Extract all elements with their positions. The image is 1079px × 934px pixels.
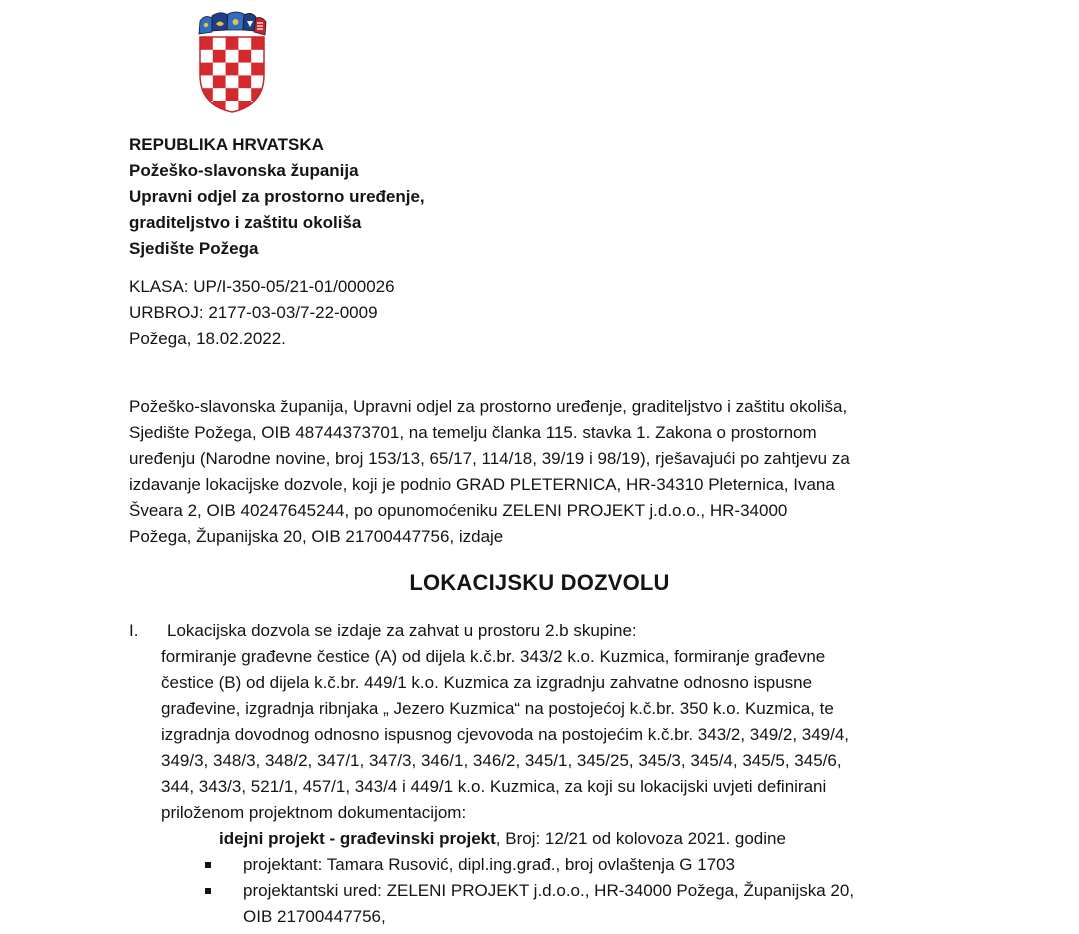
intro-line: Požeško-slavonska županija, Upravni odjel za prostorno uređenje, graditeljstvo i zaštitu okoliša, <box>129 397 848 416</box>
section-line: izgradnja dovodnog odnosno ispusnog cjevovoda na postojećim k.č.br. 343/2, 349/2, 349/4, <box>161 725 850 744</box>
project-bullets <box>205 852 854 930</box>
bullet-continuation <box>205 904 854 930</box>
section-line: 349/3, 348/3, 348/2, 347/1, 347/3, 346/1, 346/2, 345/1, 345/25, 345/3, 345/4, 345/5, 345/6, <box>161 751 842 770</box>
project-details: , Broj: 12/21 od kolovoza 2021. godine <box>495 829 786 848</box>
intro-line: Sjedište Požega, OIB 48744373701, na temelju članka 115. stavka 1. Zakona o prostornom <box>129 423 817 442</box>
document-title: LOKACIJSKU DOZVOLU <box>409 570 670 595</box>
croatian-coat-of-arms-icon <box>196 11 268 113</box>
reference-block <box>129 274 395 352</box>
section-line: građevine, izgradnja ribnjaka „ Jezero Kuzmica“ na postojećoj k.č.br. 350 k.o. Kuzmica, te <box>161 699 834 718</box>
header-line: Sjedište Požega <box>129 239 259 258</box>
intro-line: uređenju (Narodne novine, broj 153/13, 65/17, 114/18, 39/19 i 98/19), rješavajući po zahtjevu za <box>129 449 850 468</box>
section-body <box>161 644 849 826</box>
bullet-text: projektant: Tamara Rusović, dipl.ing.građ., broj ovlaštenja G 1703 <box>243 855 736 874</box>
klasa-number: KLASA: UP/I-350-05/21-01/000026 <box>129 277 395 296</box>
section-line: 344, 343/3, 521/1, 457/1, 343/4 i 449/1 k.o. Kuzmica, za koji su lokacijski uvjeti definirani <box>161 777 827 796</box>
urbroj-number: URBROJ: 2177-03-03/7-22-0009 <box>129 303 378 322</box>
section-line: čestice (B) od dijela k.č.br. 449/1 k.o. Kuzmica za izgradnju zahvatne odnosno ispusne <box>161 673 813 692</box>
intro-paragraph <box>129 394 999 550</box>
project-name: idejni projekt - građevinski projekt <box>219 829 496 848</box>
place-and-date: Požega, 18.02.2022. <box>129 329 286 348</box>
bullet-item <box>205 852 854 878</box>
section-first-line: Lokacijska dozvola se izdaje za zahvat u prostoru 2.b skupine: <box>167 621 637 640</box>
bullet-continuation-text: OIB 21700447756, <box>243 907 386 926</box>
issuer-header <box>129 132 425 262</box>
section-number: I. <box>129 621 139 640</box>
bullet-item <box>205 878 854 904</box>
project-line <box>219 826 786 852</box>
intro-line: Požega, Županijska 20, OIB 21700447756, izdaje <box>129 527 504 546</box>
header-line: graditeljstvo i zaštitu okoliša <box>129 213 362 232</box>
section-line: formiranje građevne čestice (A) od dijela k.č.br. 343/2 k.o. Kuzmica, formiranje građevne <box>161 647 826 666</box>
header-line: REPUBLIKA HRVATSKA <box>129 135 324 154</box>
header-line: Upravni odjel za prostorno uređenje, <box>129 187 425 206</box>
bullet-text: projektantski ured: ZELENI PROJEKT j.d.o.o., HR-34000 Požega, Županijska 20, <box>243 881 855 900</box>
square-bullet-icon <box>205 888 211 894</box>
intro-line: Šveara 2, OIB 40247645244, po opunomoćeniku ZELENI PROJEKT j.d.o.o., HR-34000 <box>129 501 788 520</box>
header-line: Požeško-slavonska županija <box>129 161 359 180</box>
section-line: priloženom projektnom dokumentacijom: <box>161 803 467 822</box>
intro-line: izdavanje lokacijske dozvole, koji je podnio GRAD PLETERNICA, HR-34310 Pleternica, Ivana <box>129 475 835 494</box>
square-bullet-icon <box>205 862 211 868</box>
